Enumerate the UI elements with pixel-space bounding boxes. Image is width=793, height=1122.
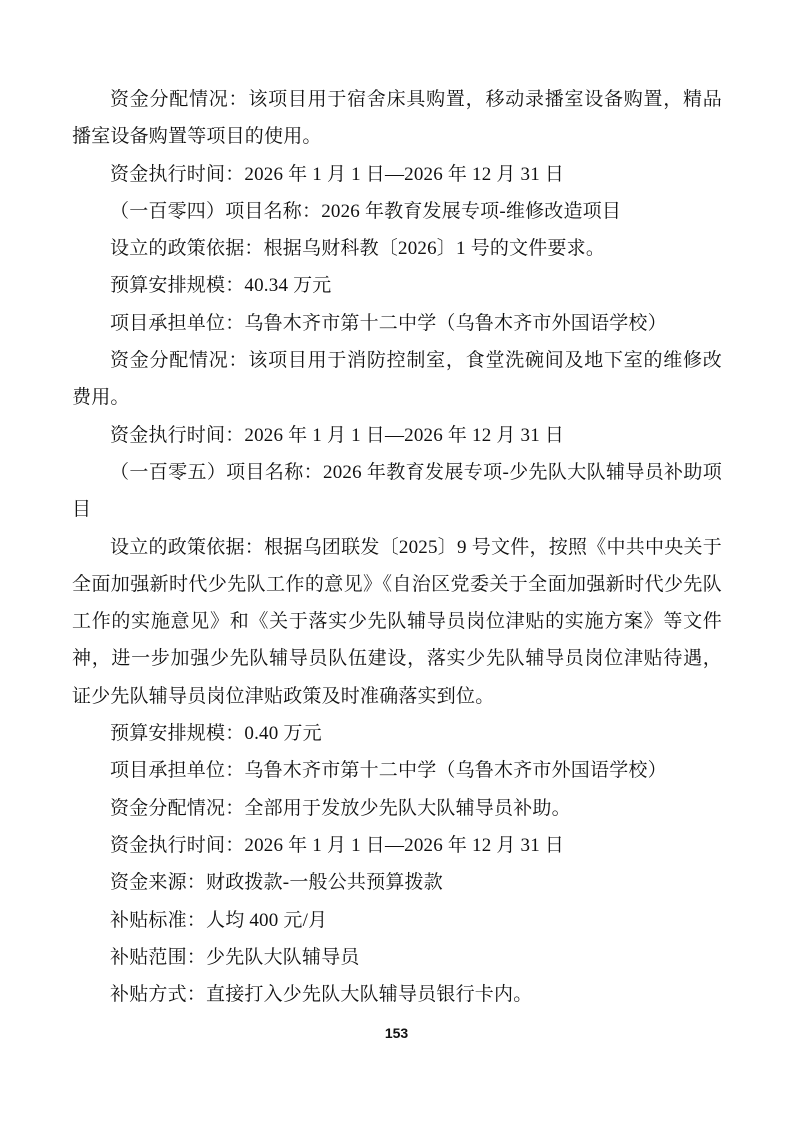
text-line: 资金执行时间：2026 年 1 月 1 日—2026 年 12 月 31 日 bbox=[110, 424, 565, 446]
text-line: 目 bbox=[72, 499, 92, 521]
text-line: 资金执行时间：2026 年 1 月 1 日—2026 年 12 月 31 日 bbox=[110, 834, 565, 856]
text-line: 费用。 bbox=[72, 387, 130, 409]
text-line: 预算安排规模：0.40 万元 bbox=[110, 723, 322, 745]
text-line: 资金来源：财政拨款-一般公共预算拨款 bbox=[110, 872, 443, 894]
text-line: 资金分配情况：全部用于发放少先队大队辅导员补助。 bbox=[110, 797, 571, 819]
text-line: 全面加强新时代少先队工作的意见》《自治区党委关于全面加强新时代少先队 bbox=[72, 573, 722, 595]
text-line: 设立的政策依据：根据乌团联发〔2025〕9 号文件，按照《中共中央关于 bbox=[110, 536, 722, 558]
text-line: 补贴范围：少先队大队辅导员 bbox=[110, 946, 360, 968]
text-line: （一百零五）项目名称：2026 年教育发展专项-少先队大队辅导员补助项 bbox=[110, 461, 722, 483]
text-line: （一百零四）项目名称：2026 年教育发展专项-维修改造项目 bbox=[110, 200, 622, 222]
text-line: 资金执行时间：2026 年 1 月 1 日—2026 年 12 月 31 日 bbox=[110, 163, 565, 185]
text-line: 项目承担单位：乌鲁木齐市第十二中学（乌鲁木齐市外国语学校） bbox=[110, 760, 667, 782]
text-line: 项目承担单位：乌鲁木齐市第十二中学（乌鲁木齐市外国语学校） bbox=[110, 312, 667, 334]
document-body bbox=[72, 81, 722, 1013]
text-line: 证少先队辅导员岗位津贴政策及时准确落实到位。 bbox=[72, 685, 495, 707]
text-line: 设立的政策依据：根据乌财科教〔2026〕1 号的文件要求。 bbox=[110, 238, 606, 260]
text-line: 资金分配情况：该项目用于消防控制室，食堂洗碗间及地下室的维修改 bbox=[110, 350, 722, 372]
page-number: 153 bbox=[384, 1025, 409, 1041]
text-line: 播室设备购置等项目的使用。 bbox=[72, 126, 322, 148]
text-line: 资金分配情况：该项目用于宿舍床具购置，移动录播室设备购置，精品 bbox=[110, 89, 722, 110]
text-line: 预算安排规模：40.34 万元 bbox=[110, 275, 332, 297]
text-line: 神，进一步加强少先队辅导员队伍建设，落实少先队辅导员岗位津贴待遇， bbox=[72, 648, 722, 670]
text-line: 工作的实施意见》和《关于落实少先队辅导员岗位津贴的实施方案》等文件 bbox=[72, 611, 722, 633]
text-line: 补贴标准：人均 400 元/月 bbox=[110, 909, 328, 931]
text-line: 补贴方式：直接打入少先队大队辅导员银行卡内。 bbox=[110, 984, 533, 1006]
